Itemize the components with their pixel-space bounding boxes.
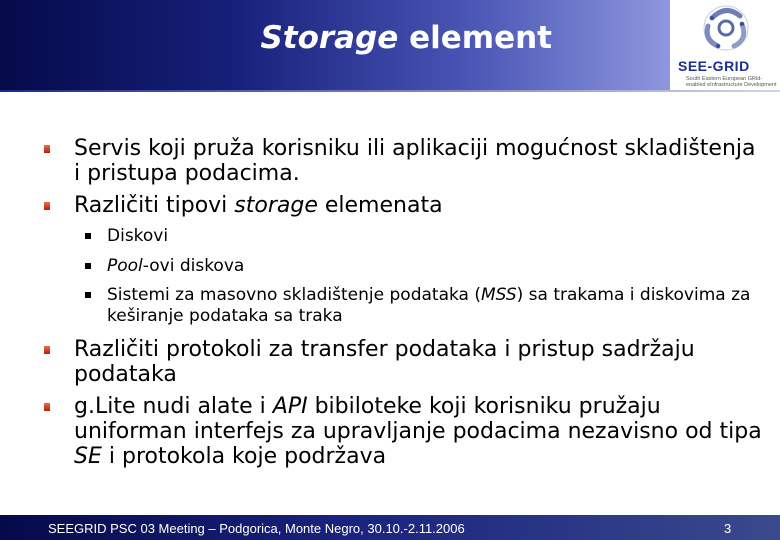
slide-title <box>260 20 552 56</box>
square-bullet-icon <box>85 233 91 239</box>
bullet-text-3: Različiti protokoli za transfer podataka i pristup sadržaju podataka <box>74 337 695 387</box>
footer-text: SEEGRID PSC 03 Meeting – Podgorica, Monte Negro, 30.10.-2.11.2006 <box>48 521 465 536</box>
sub-bullet-text-3b: MSS <box>480 285 517 305</box>
red-bullet-icon <box>44 346 50 354</box>
globe-swirl-icon <box>672 0 780 58</box>
title-rest: element <box>398 20 552 56</box>
bullet-text-2c: elemenata <box>317 193 443 218</box>
sub-bullet-text-2b: -ovi diskova <box>142 256 245 276</box>
red-bullet-icon <box>44 202 50 210</box>
bullet-item-1 <box>74 136 764 186</box>
slide-header <box>0 0 670 90</box>
red-bullet-icon <box>44 145 50 153</box>
sub-bullet-text-3c: ) sa trakama i diskovima za keširanje podataka sa traka <box>107 285 751 326</box>
bullet-item-3 <box>74 337 764 387</box>
sub-bullet-text-3a: Sistemi za masovno skladištenje podataka ( <box>107 285 481 305</box>
header-divider <box>0 90 780 92</box>
square-bullet-icon <box>85 292 91 298</box>
square-bullet-icon <box>85 263 91 269</box>
logo-text: SEE-GRID <box>678 58 750 74</box>
slide-footer <box>0 515 780 540</box>
bullet-text-4b: API <box>272 394 308 419</box>
bullet-text-1: Servis koji pruža korisniku ili aplikaciji mogućnost skladištenja i pristupa podacima. <box>74 136 756 186</box>
bullet-text-4c: bibiloteke koji korisniku pružaju uniforman interfejs za upravljanje podacima nezavisno od tipa <box>74 394 762 444</box>
bullet-text-4e: i protokola koje podržava <box>101 444 387 469</box>
sub-bullet-item-2 <box>107 256 767 277</box>
sub-bullet-item-1 <box>107 226 767 247</box>
bullet-text-2b: storage <box>234 193 318 218</box>
title-italic: Storage <box>260 20 399 56</box>
page-number: 3 <box>724 521 732 536</box>
bullet-text-4a: g.Lite nudi alate i <box>74 394 273 419</box>
bullet-text-2a: Različiti tipovi <box>74 193 235 218</box>
bullet-item-2 <box>74 193 764 218</box>
logo-subtitle: South Eastern European GRid-enabled eInfrastructure Development <box>686 76 777 88</box>
sub-bullet-text-1: Diskovi <box>107 226 169 246</box>
bullet-item-4 <box>74 394 764 469</box>
red-bullet-icon <box>44 403 50 411</box>
sub-bullet-text-2a: Pool <box>107 256 143 276</box>
see-grid-logo <box>672 0 780 92</box>
sub-bullet-item-3 <box>107 285 767 327</box>
bullet-text-4d: SE <box>74 444 102 469</box>
